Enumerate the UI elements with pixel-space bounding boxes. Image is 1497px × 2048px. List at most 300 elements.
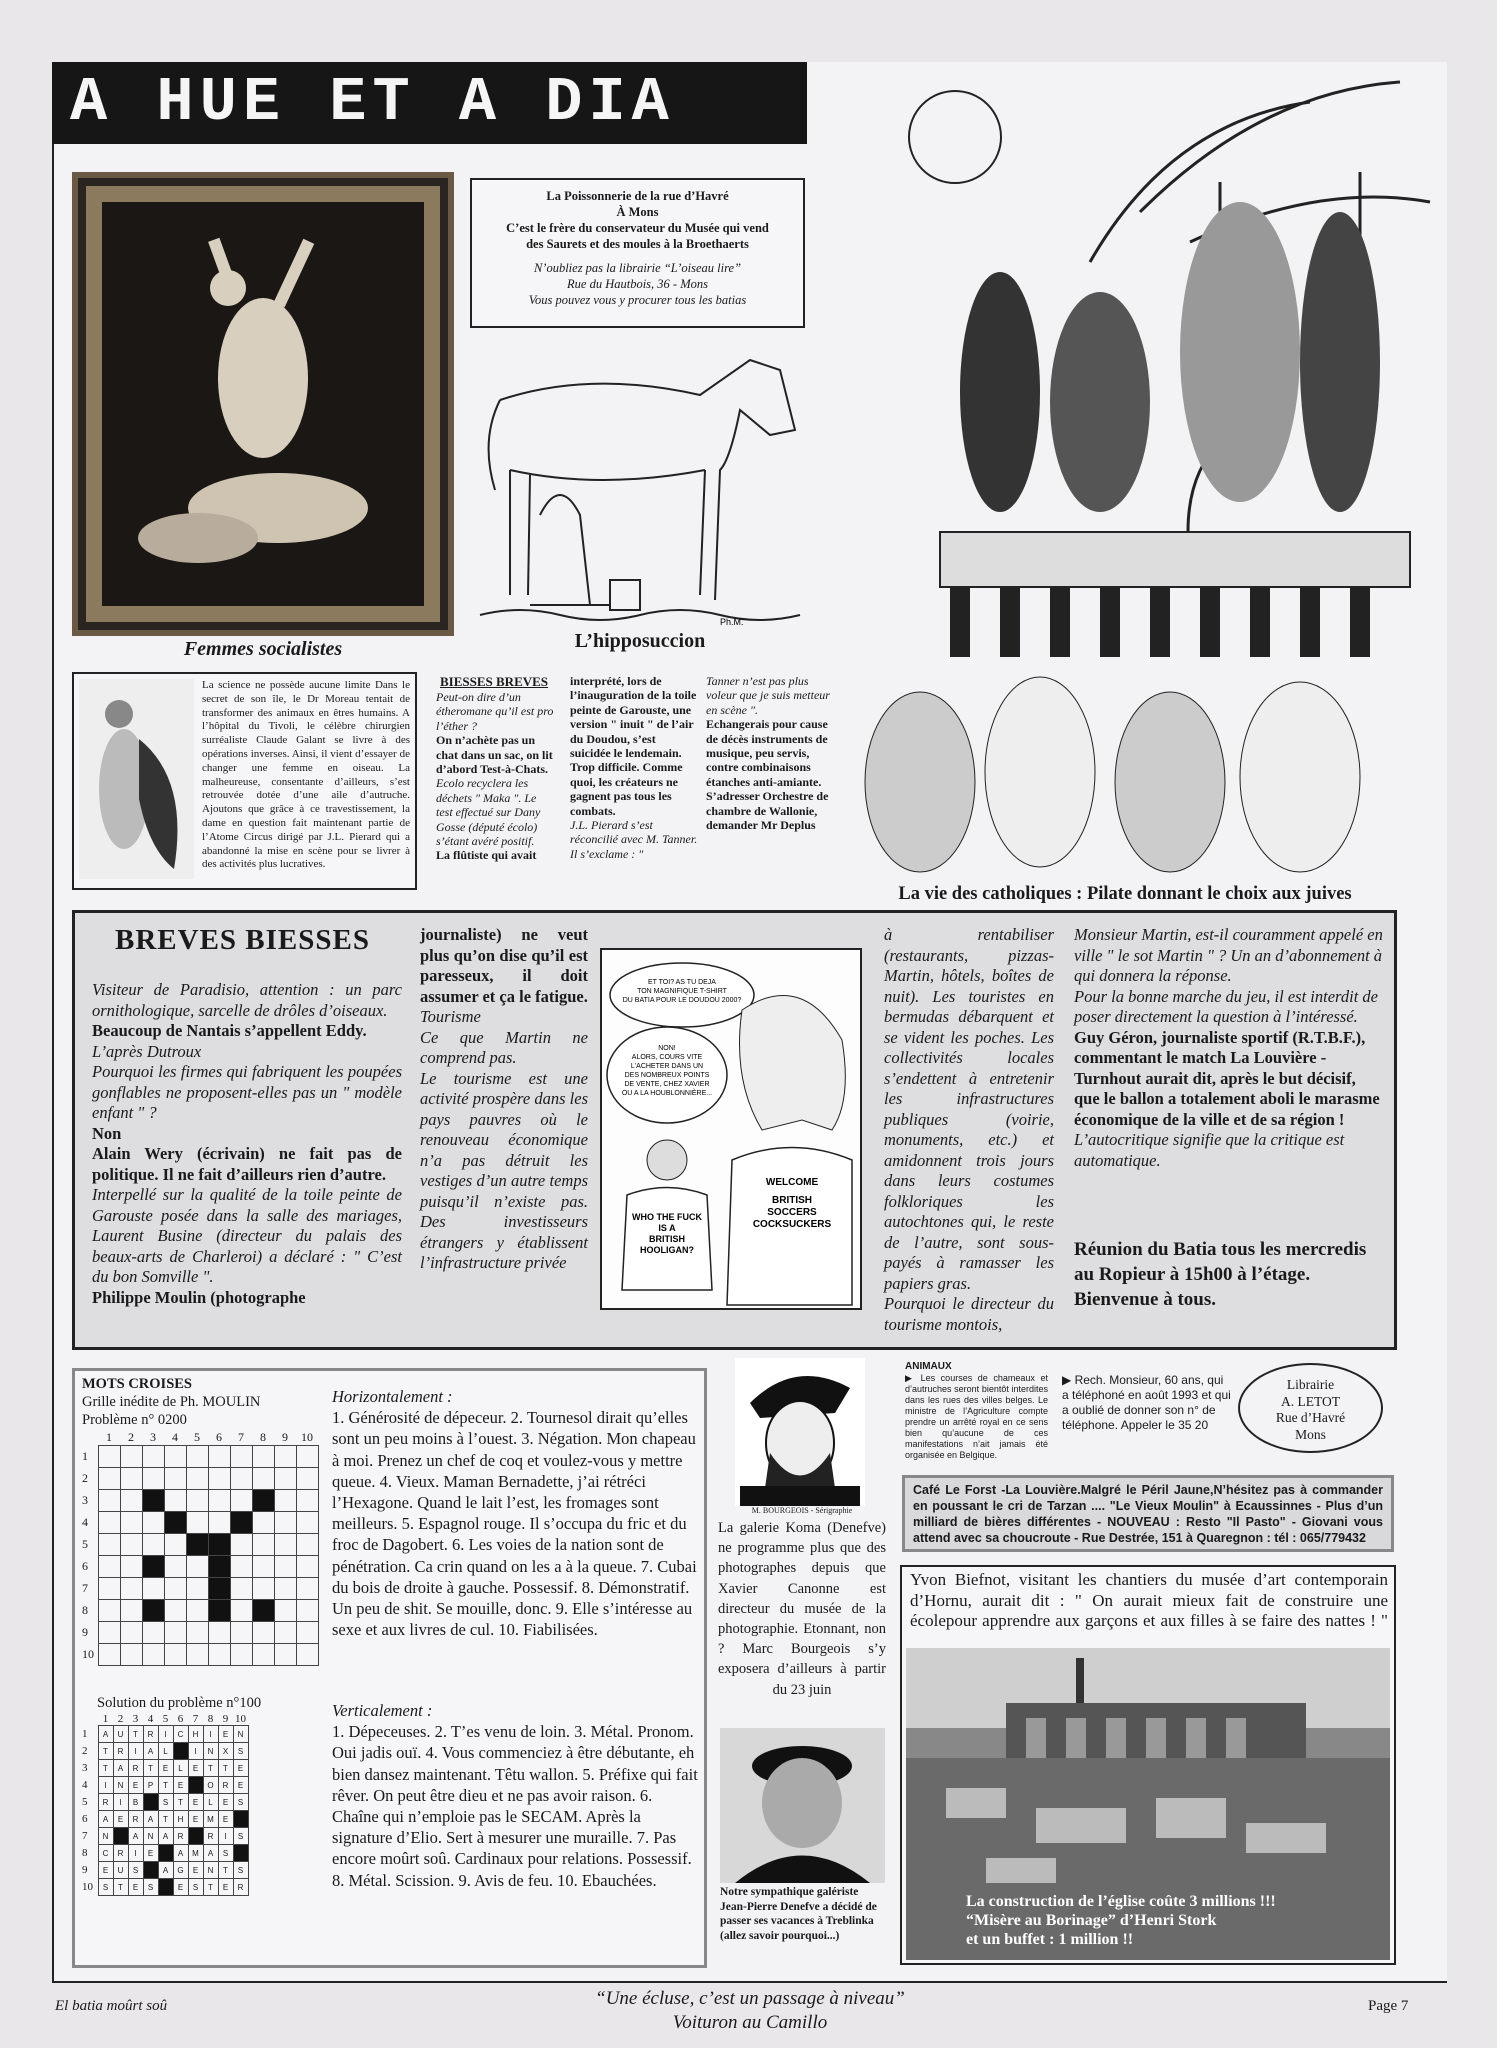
crossword-cell[interactable]	[274, 1534, 296, 1556]
crossword-cell[interactable]	[142, 1644, 164, 1666]
solution-cell: E	[218, 1879, 233, 1896]
solution-cell: E	[188, 1811, 203, 1828]
text-line: Rue d’Havré	[1275, 1410, 1346, 1425]
paragraph: Pour la bonne marche du jeu, il est interdit de poser directement la question à l’intéressé.	[1074, 986, 1378, 1026]
solution-row-number: 1	[82, 1728, 88, 1740]
crossword-cell[interactable]	[142, 1600, 164, 1622]
crossword-cell[interactable]	[208, 1556, 230, 1578]
crossword-cell[interactable]	[98, 1490, 120, 1512]
crossword-cell[interactable]	[208, 1644, 230, 1666]
solution-cell: I	[128, 1743, 143, 1760]
crossword-cell[interactable]	[230, 1644, 252, 1666]
solution-column-number: 1	[102, 1713, 109, 1725]
letot-oval	[1238, 1363, 1383, 1453]
crossword-cell[interactable]	[142, 1556, 164, 1578]
crossword-cell[interactable]	[120, 1578, 142, 1600]
text-line: N’oubliez pas la librairie “L’oiseau lire”	[533, 261, 742, 275]
solution-cell: A	[158, 1862, 173, 1879]
solution-row-number: 4	[82, 1779, 88, 1791]
crossword-cell[interactable]	[296, 1644, 318, 1666]
solution-cell: T	[158, 1811, 173, 1828]
crossword-cell[interactable]	[142, 1578, 164, 1600]
crossword-cell[interactable]	[120, 1468, 142, 1490]
hipposuccion-drawing	[470, 340, 810, 630]
solution-cell: S	[233, 1794, 248, 1811]
text-line: C’est le frère du conservateur du Musée qui vend	[506, 221, 769, 235]
crossword-cell[interactable]	[120, 1490, 142, 1512]
paragraph: Philippe Moulin (photographe	[92, 1287, 306, 1307]
solution-column-number: 3	[132, 1713, 139, 1725]
crossword-cell[interactable]	[296, 1556, 318, 1578]
paragraph: interprété, lors de l’inauguration de la toile peinte de Garouste, une version " inuit " de l’air du Doudou, s’est suicidée le lendemain. Trop difficile. Comme quoi, les créateurs ne gagnent pas tous les combats.	[570, 674, 697, 818]
rech-text: ▶ Rech. Monsieur, 60 ans, qui a téléphoné en août 1993 et qui a oublié de donner son n° de téléphone. Appeler le 35 20	[1062, 1373, 1231, 1432]
solution-cell: E	[233, 1760, 248, 1777]
solution-cell: E	[98, 1862, 113, 1879]
crossword-cell[interactable]	[274, 1446, 296, 1468]
crossword-cell[interactable]	[120, 1556, 142, 1578]
solution-cell: T	[143, 1760, 158, 1777]
crossword-cell[interactable]	[98, 1446, 120, 1468]
solution-cell: E	[188, 1760, 203, 1777]
biesses-breves-column-2	[570, 674, 698, 861]
crossword-cell[interactable]	[120, 1644, 142, 1666]
crossword-cell[interactable]	[164, 1600, 186, 1622]
denefve-photo	[720, 1728, 885, 1883]
solution-cell: S	[158, 1794, 173, 1811]
crossword-cell[interactable]	[252, 1446, 274, 1468]
reunion-notice: Réunion du Batia tous les mercredis au Ropieur à 15h00 à l’étage. Bienvenue à tous.	[1074, 1239, 1367, 1310]
footer-quote: “Une écluse, c’est un passage à niveau”	[595, 1988, 905, 2009]
column-number: 3	[150, 1430, 156, 1444]
crossword-cell[interactable]	[274, 1578, 296, 1600]
solution-cell: T	[113, 1879, 128, 1896]
crossword-cell[interactable]	[274, 1644, 296, 1666]
vertical-title: Verticalement :	[332, 1701, 433, 1720]
denefve-portrait	[720, 1728, 885, 1883]
pilate-drawing	[840, 62, 1440, 882]
solution-cell: S	[143, 1879, 158, 1896]
painting-illustration	[78, 178, 448, 630]
crossword-cell[interactable]	[186, 1446, 208, 1468]
crossword-cell[interactable]	[186, 1468, 208, 1490]
solution-cell: T	[173, 1794, 188, 1811]
solution-column-number: 7	[192, 1713, 199, 1725]
crossword-cell[interactable]	[208, 1468, 230, 1490]
solution-cell: I	[113, 1794, 128, 1811]
solution-cell: R	[143, 1726, 158, 1743]
solution-cell	[143, 1794, 158, 1811]
solution-cell	[233, 1811, 248, 1828]
crossword-cell[interactable]	[164, 1578, 186, 1600]
solution-cell	[173, 1743, 188, 1760]
solution-cell: C	[98, 1845, 113, 1862]
crossword-subtitle: Grille inédite de Ph. MOULIN	[82, 1394, 261, 1410]
crossword-cell[interactable]	[98, 1556, 120, 1578]
paragraph: Pourquoi les firmes qui fabriquent les poupées gonflables ne proposent-elles pas un " modèle enfant " ?	[92, 1062, 402, 1122]
crossword-cell[interactable]	[274, 1622, 296, 1644]
text-line: des Saurets et des moules à la Broethaerts	[526, 237, 749, 251]
column-number: 5	[194, 1430, 200, 1444]
crossword-cell[interactable]	[230, 1600, 252, 1622]
hornu-photo-caption	[966, 1892, 1386, 1949]
horizontal-clues	[332, 1386, 700, 1640]
crossword-cell[interactable]	[252, 1622, 274, 1644]
solution-cell: S	[233, 1862, 248, 1879]
solution-cell: T	[98, 1760, 113, 1777]
page-number: Page 7	[1368, 1998, 1409, 2014]
solution-cell: T	[218, 1760, 233, 1777]
text-line: La construction de l’église coûte 3 millions !!!	[966, 1893, 1276, 1910]
column-number: 8	[260, 1430, 266, 1444]
crossword-cell[interactable]	[98, 1534, 120, 1556]
paragraph: Visiteur de Paradisio, attention : un parc ornithologique, sarcelle de drôles d’oiseaux.	[92, 980, 402, 1020]
solution-cell: E	[158, 1760, 173, 1777]
crossword-cell[interactable]	[296, 1534, 318, 1556]
solution-cell: I	[128, 1845, 143, 1862]
text-line: À Mons	[616, 205, 659, 219]
solution-cell: N	[203, 1743, 218, 1760]
solution-cell: S	[218, 1845, 233, 1862]
solution-cell: S	[233, 1828, 248, 1845]
solution-cell	[188, 1828, 203, 1845]
solution-cell	[233, 1845, 248, 1862]
solution-cell: I	[98, 1777, 113, 1794]
solution-cell: I	[218, 1828, 233, 1845]
crossword-cell[interactable]	[230, 1578, 252, 1600]
vertical-clues	[332, 1700, 700, 1891]
crossword-cell[interactable]	[142, 1512, 164, 1534]
column-number: 2	[128, 1430, 134, 1444]
breves-biesses-column-2	[420, 925, 588, 1274]
cafe-forst-text: Café Le Forst -La Louvière.Malgré le Péril Jaune,N’hésitez pas à commander en poussant le cri de Tarzan .... "Le Vieux Moulin" à Ecaussinnes - Plus d’un milliard de bières différentes - NOUVEAU : Resto "Il Pasto" - Giovani vous attend avec sa choucroute - Rue Destrée, 151 à Quaregnon : tél : 065/779432	[913, 1483, 1383, 1545]
solution-row-number: 5	[82, 1796, 88, 1808]
crossword-cell[interactable]	[186, 1556, 208, 1578]
solution-cell: I	[188, 1743, 203, 1760]
bubble-2-text: NON! ALORS, COURS VITE L'ACHETER DANS UN DES NOMBREUX POINTS DE VENTE, CHEZ XAVIER OU A LA HOUBLONNIÈRE...	[621, 1045, 713, 1097]
solution-cell: L	[158, 1743, 173, 1760]
crossword-cell[interactable]	[230, 1468, 252, 1490]
solution-cell: A	[173, 1845, 188, 1862]
solution-column-number: 9	[222, 1713, 229, 1725]
solution-cell: R	[128, 1760, 143, 1777]
femmes-socialistes-painting	[72, 172, 454, 636]
crossword-cell[interactable]	[98, 1600, 120, 1622]
solution-cell: U	[113, 1726, 128, 1743]
solution-table	[82, 1713, 249, 1896]
row-number: 5	[82, 1537, 88, 1551]
text-line: Librairie	[1286, 1377, 1335, 1392]
solution-cell	[143, 1862, 158, 1879]
text-line: La Poissonnerie de la rue d’Havré	[546, 189, 729, 203]
solution-cell: R	[113, 1743, 128, 1760]
solution-cell: R	[173, 1828, 188, 1845]
crossword-cell[interactable]	[208, 1512, 230, 1534]
poissonnerie-box	[470, 178, 805, 328]
crossword-table	[82, 1430, 319, 1666]
paragraph: Beaucoup de Nantais s’appellent Eddy.	[92, 1021, 367, 1040]
text-line: “Misère au Borinage” d’Henri Stork	[966, 1912, 1217, 1929]
animaux-title: ANIMAUX	[905, 1361, 952, 1372]
footer-left: El batia moûrt soû	[55, 1998, 168, 2014]
text-line: et un buffet : 1 million !!	[966, 1931, 1134, 1948]
row-number: 9	[82, 1625, 88, 1639]
crossword-cell[interactable]	[296, 1512, 318, 1534]
solution-cell: E	[143, 1845, 158, 1862]
crossword-cell[interactable]	[252, 1468, 274, 1490]
crossword-cell[interactable]	[98, 1512, 120, 1534]
crossword-cell[interactable]	[296, 1468, 318, 1490]
solution-column-number: 4	[147, 1713, 154, 1725]
crossword-cell[interactable]	[252, 1490, 274, 1512]
solution-cell: M	[188, 1845, 203, 1862]
donkey-illustration	[470, 340, 810, 630]
solution-cell: N	[113, 1777, 128, 1794]
solution-cell: I	[203, 1726, 218, 1743]
tshirt-cartoon-illustration	[602, 950, 860, 1308]
paragraph: La flûtiste qui avait	[436, 848, 537, 863]
crossword-cell[interactable]	[186, 1644, 208, 1666]
crossword-cell[interactable]	[186, 1578, 208, 1600]
crossword-cell[interactable]	[296, 1446, 318, 1468]
crossword-cell[interactable]	[252, 1512, 274, 1534]
paragraph: L’autocritique signifie que la critique est automatique.	[1074, 1130, 1345, 1170]
column-number: 4	[172, 1430, 178, 1444]
crossword-problem-number: Problème n° 0200	[82, 1412, 187, 1428]
crossword-cell[interactable]	[230, 1534, 252, 1556]
text-line: A. LETOT	[1281, 1393, 1340, 1409]
crossword-cell[interactable]	[296, 1600, 318, 1622]
crossword-cell[interactable]	[120, 1600, 142, 1622]
solution-cell: E	[173, 1777, 188, 1794]
crossword-cell[interactable]	[230, 1490, 252, 1512]
paragraph: Non	[92, 1123, 122, 1143]
solution-column-number: 2	[117, 1713, 124, 1725]
column-number: 1	[106, 1430, 112, 1444]
solution-cell: R	[113, 1845, 128, 1862]
biesses-breves-column-3	[706, 674, 831, 832]
crossword-cell[interactable]	[120, 1512, 142, 1534]
crossword-title: MOTS CROISES	[82, 1376, 192, 1392]
crossword-cell[interactable]	[186, 1600, 208, 1622]
solution-column-number: 10	[235, 1713, 246, 1725]
breves-biesses-column-3	[884, 925, 1054, 1335]
crossword-cell[interactable]	[296, 1622, 318, 1644]
science-box	[72, 672, 417, 890]
crossword-cell[interactable]	[252, 1600, 274, 1622]
solution-cell: E	[128, 1777, 143, 1794]
solution-row-number: 6	[82, 1813, 88, 1825]
solution-column-number: 8	[207, 1713, 214, 1725]
crossword-cell[interactable]	[142, 1534, 164, 1556]
crossword-cell[interactable]	[164, 1512, 186, 1534]
breves-biesses-column-4	[1074, 925, 1384, 1171]
solution-column-number: 6	[177, 1713, 184, 1725]
solution-cell: A	[113, 1760, 128, 1777]
breves-biesses-column-1	[92, 980, 402, 1308]
crossword-cell[interactable]	[208, 1490, 230, 1512]
paragraph: Echangerais pour cause de décès instruments de musique, peu servis, contre combinaisons étanches anti-amiante. S’adresser Orchestre de chambre de Wallonie, demander Mr Deplus	[706, 717, 829, 833]
breves-biesses-title: BREVES BIESSES	[115, 924, 370, 956]
crossword-cell[interactable]	[164, 1556, 186, 1578]
paragraph: Interpellé sur la qualité de la toile peinte de Garouste posée dans la salle des mariages, Laurent Busine (directeur du palais des beaux-arts de Charleroi) a déclaré : " C’est du bon Somville ".	[92, 1185, 402, 1286]
column-number: 10	[301, 1430, 313, 1444]
solution-cell: E	[128, 1879, 143, 1896]
horizontal-title: Horizontalement :	[332, 1387, 453, 1406]
shirt-1-text: WHO THE FUCK IS A BRITISH HOOLIGAN?	[632, 1212, 702, 1255]
crossword-cell[interactable]	[164, 1622, 186, 1644]
crossword-cell[interactable]	[296, 1490, 318, 1512]
paragraph: Monsieur Martin, est-il couramment appelé en ville " le sot Martin " ? Un an d’abonnement à qui donnera la réponse.	[1074, 925, 1383, 985]
solution-cell: L	[203, 1794, 218, 1811]
bird-woman-illustration	[79, 679, 194, 879]
solution-cell: N	[143, 1828, 158, 1845]
bubble-1-text: ET TOI? AS TU DEJA TON MAGNIFIQUE T-SHIRT DU BATIA POUR LE DOUDOU 2000?	[622, 979, 742, 1004]
crossword-cell[interactable]	[186, 1490, 208, 1512]
paragraph: Pourquoi le directeur du tourisme montois,	[884, 1294, 1054, 1334]
column-number: 7	[238, 1430, 244, 1444]
solution-cell: E	[218, 1794, 233, 1811]
solution-cell: A	[158, 1828, 173, 1845]
solution-cell: H	[188, 1726, 203, 1743]
crossword-cell[interactable]	[208, 1446, 230, 1468]
solution-cell: X	[218, 1743, 233, 1760]
biefnot-text: Yvon Biefnot, visitant les chantiers du musée d’art contemporain d’Hornu, aurait dit : " On aurait mieux fait de construire une écolepour apprendre aux garçons et aux filles à se faire des nattes ! "	[910, 1570, 1388, 1630]
crossword-cell[interactable]	[208, 1622, 230, 1644]
vertical-text: 1. Dépeceuses. 2. T’es venu de loin. 3. Métal. Pronom. Oui jadis ouï. 4. Vous commenciez à être débutante, eh bien dansez maintenant. Têtu wallon. 5. Préfixe qui fait rêver. On peut être dieu et ne pas avoir raison. 6. Chaîne qui n’emploie pas le SECAM. Après la signature d’Elio. Sert à mesurer une muraille. 7. Pas encore moûrt soû. Cardinaux pour relations. Possessif. 8. Métal. Scission. 9. Avis de feu. 10. Ebauchées.	[332, 1722, 698, 1890]
catholiques-caption: La vie des catholiques : Pilate donnant le choix aux juives	[898, 884, 1352, 904]
denefve-caption: Notre sympathique galériste Jean-Pierre Denefve a décidé de passer ses vacances à Treblinka (allez savoir pourquoi...)	[720, 1886, 877, 1942]
solution-cell: E	[218, 1811, 233, 1828]
che-portrait-illustration	[735, 1358, 865, 1506]
crossword-cell[interactable]	[230, 1446, 252, 1468]
oiseau-lire-ad	[478, 260, 797, 308]
solution-cell: A	[203, 1845, 218, 1862]
crossword-cell[interactable]	[274, 1600, 296, 1622]
solution-cell: E	[218, 1726, 233, 1743]
solution-cell: T	[128, 1726, 143, 1743]
cafe-forst-box	[902, 1475, 1394, 1552]
crossword-cell[interactable]	[142, 1446, 164, 1468]
solution-cell: E	[173, 1879, 188, 1896]
solution-cell: C	[173, 1726, 188, 1743]
masthead-title: A HUE ET A DIA	[52, 62, 807, 144]
solution-cell: H	[173, 1811, 188, 1828]
crossword-cell[interactable]	[120, 1534, 142, 1556]
solution-cell	[188, 1777, 203, 1794]
crossword-cell[interactable]	[142, 1468, 164, 1490]
crossword-cell[interactable]	[208, 1534, 230, 1556]
solution-cell: O	[203, 1777, 218, 1794]
solution-cell: T	[203, 1879, 218, 1896]
crossword-cell[interactable]	[142, 1490, 164, 1512]
solution-cell: T	[158, 1777, 173, 1794]
paragraph: à rentabiliser (restaurants, pizzas-Martin, hôtels, boîtes de nuit). Les touristes en bermudas débarquent et se vident les poches. Les collectivités locales s’endettent à entretenir les infrastructures publiques (voirie, monuments, etc.) et amidonnent trois jours dans leurs costumes folkloriques les autochtones qui, le reste de l’autre, sont sous-payés à ramasser les papiers gras.	[884, 925, 1054, 1293]
solution-cell: R	[203, 1828, 218, 1845]
solution-row-number: 9	[82, 1864, 88, 1876]
crossword-cell[interactable]	[252, 1534, 274, 1556]
solution-cell: N	[233, 1726, 248, 1743]
solution-cell: R	[218, 1777, 233, 1794]
crossword-cell[interactable]	[274, 1556, 296, 1578]
solution-cell: A	[143, 1743, 158, 1760]
solution-cell: N	[98, 1828, 113, 1845]
crossword-cell[interactable]	[164, 1468, 186, 1490]
crossword-cell[interactable]	[98, 1622, 120, 1644]
solution-column-number: 5	[162, 1713, 169, 1725]
text-line: Mons	[1295, 1426, 1326, 1442]
row-number: 8	[82, 1603, 88, 1617]
solution-cell: E	[113, 1811, 128, 1828]
crossword-cell[interactable]	[142, 1622, 164, 1644]
crossword-cell[interactable]	[164, 1446, 186, 1468]
crossword-cell[interactable]	[230, 1512, 252, 1534]
crossword-cell[interactable]	[98, 1578, 120, 1600]
crossword-cell[interactable]	[186, 1512, 208, 1534]
paragraph: Le tourisme est une activité prospère dans les pays pauvres où le renouveau économique n’a pas détruit les vestiges d’un autre temps puisqu’il n’existe pas. Des investisseurs étrangers y établissent l’infrastructure privée	[420, 1068, 588, 1272]
solution-cell: R	[233, 1879, 248, 1896]
paragraph: Tourisme	[420, 1007, 481, 1026]
solution-cell	[158, 1845, 173, 1862]
crossword-cell[interactable]	[274, 1490, 296, 1512]
crossword-cell[interactable]	[164, 1534, 186, 1556]
crossword-cell[interactable]	[186, 1622, 208, 1644]
koma-text: La galerie Koma (Denefve) ne programme plus que des photographes depuis que Xavier Canonne est directeur du musée de la photographie. Etonnant, non ? Marc Bourgeois s’y exposera d’ailleurs à partir du 23 juin	[718, 1520, 886, 1698]
text-line: Vous pouvez vous y procurer tous les batias	[528, 293, 747, 307]
column-number: 6	[216, 1430, 222, 1444]
paragraph: On n’achète pas un chat dans un sac, on lit d’abord Test-à-Chats.	[436, 733, 553, 777]
solution-cell: A	[98, 1726, 113, 1743]
paragraph: Ecolo recyclera les déchets " Maka ". Le test effectué sur Dany Gosse (député écolo) s’étant avéré positif.	[436, 776, 541, 849]
solution-cell: T	[203, 1760, 218, 1777]
crossword-cell[interactable]	[252, 1556, 274, 1578]
solution-cell: U	[113, 1862, 128, 1879]
row-number: 3	[82, 1493, 88, 1507]
crossword-cell[interactable]	[230, 1556, 252, 1578]
crossword-cell[interactable]	[208, 1600, 230, 1622]
crossword-cell[interactable]	[296, 1578, 318, 1600]
crossword-cell[interactable]	[274, 1512, 296, 1534]
shirt-2-text: WELCOME BRITISH SOCCERS COCKSUCKERS	[752, 1177, 832, 1230]
row-number: 4	[82, 1515, 88, 1529]
crossword-cell[interactable]	[120, 1622, 142, 1644]
text-line: Rue du Hautbois, 36 - Mons	[567, 277, 708, 291]
crossword-cell[interactable]	[98, 1644, 120, 1666]
che-bourgeois-print	[735, 1358, 865, 1506]
solution-cell: G	[173, 1862, 188, 1879]
solution-cell: S	[128, 1862, 143, 1879]
crossword-cell[interactable]	[186, 1534, 208, 1556]
solution-cell: R	[128, 1811, 143, 1828]
solution-cell: A	[98, 1811, 113, 1828]
crossword-cell[interactable]	[274, 1468, 296, 1490]
crossword-cell[interactable]	[252, 1644, 274, 1666]
solution-cell: E	[188, 1862, 203, 1879]
crossword-cell[interactable]	[252, 1578, 274, 1600]
crossword-cell[interactable]	[164, 1644, 186, 1666]
crossword-cell[interactable]	[208, 1578, 230, 1600]
row-number: 6	[82, 1559, 88, 1573]
paragraph: Alain Wery (écrivain) ne fait pas de politique. Il ne fait d’ailleurs rien d’autre.	[92, 1144, 402, 1184]
crossword-cell[interactable]	[98, 1468, 120, 1490]
hipposuccion-caption: L’hipposuccion	[574, 630, 706, 652]
solution-cell: R	[98, 1794, 113, 1811]
crossword-cell[interactable]	[164, 1490, 186, 1512]
paragraph: Guy Géron, journaliste sportif (R.T.B.F.), commentant le match La Louvière - Turnhout aurait dit, après le but décisif, que le ballon a totalement aboli le marasme économique de la ville et de sa région !	[1074, 1027, 1380, 1129]
crossword-cell[interactable]	[230, 1622, 252, 1644]
row-number: 1	[82, 1449, 88, 1463]
batia-tshirt-cartoon	[600, 948, 862, 1310]
crossword-cell[interactable]	[120, 1446, 142, 1468]
